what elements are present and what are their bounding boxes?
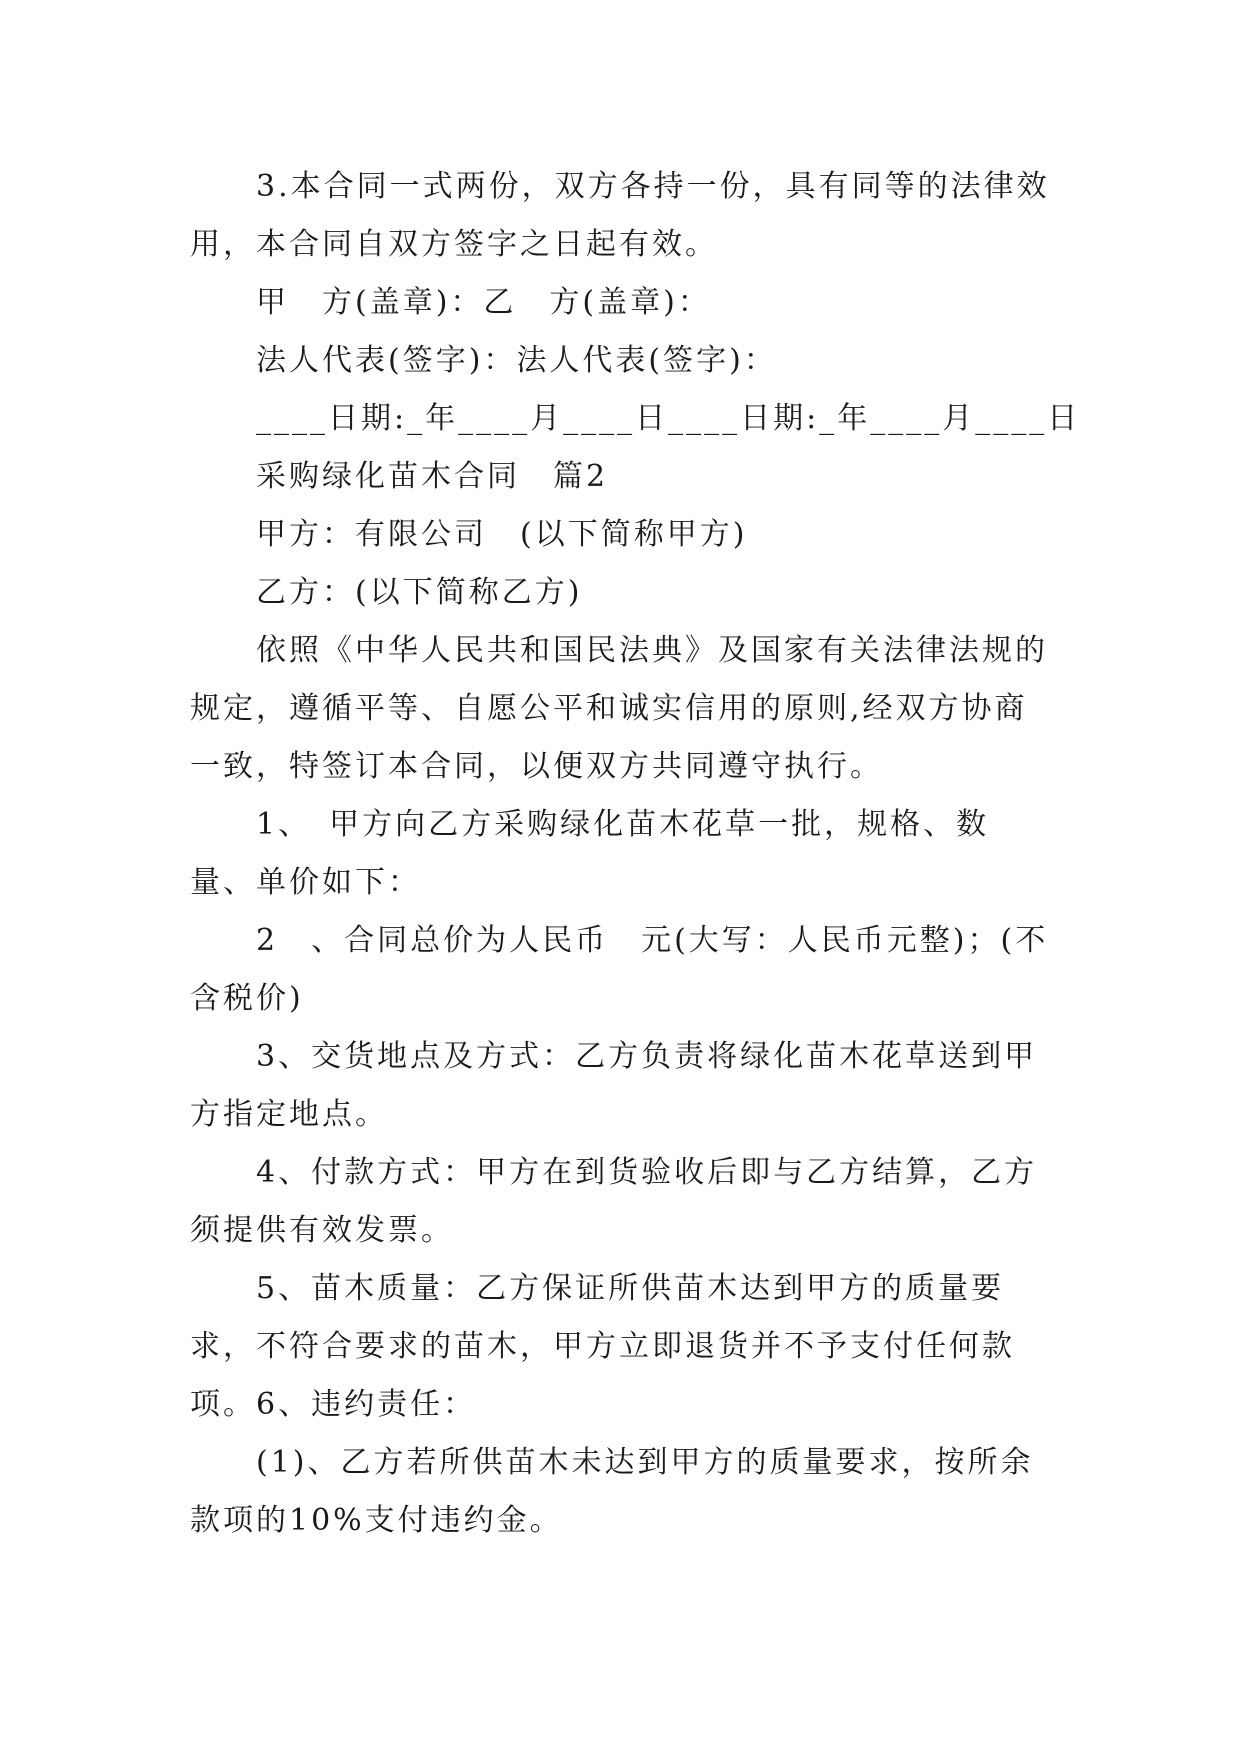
paragraph-contract-copies: 3.本合同一式两份，双方各持一份，具有同等的法律效用，本合同自双方签字之日起有效。 bbox=[190, 169, 1050, 262]
paragraph-party-seals: 甲 方(盖章)：乙 方(盖章)： bbox=[256, 285, 711, 320]
paragraph-party-a: 甲方：有限公司 (以下简称甲方) bbox=[256, 517, 748, 552]
paragraph-signing-dates: ____日期:_年____月____日____日期:_年____月____日 bbox=[256, 401, 1081, 436]
section-heading: 采购绿化苗木合同 篇2 bbox=[256, 459, 609, 494]
paragraph-party-b: 乙方：(以下简称乙方) bbox=[256, 575, 583, 610]
paragraph-clause-2: 2 、合同总价为人民币 元(大写：人民币元整)；(不含税价) bbox=[190, 923, 1049, 1016]
paragraph-clause-6: 6、违约责任： bbox=[256, 1387, 477, 1422]
paragraph-clause-3: 3、交货地点及方式：乙方负责将绿化苗木花草送到甲方指定地点。 bbox=[190, 1039, 1038, 1132]
paragraph-clause-1: 1、 甲方向乙方采购绿化苗木花草一批，规格、数量、单价如下： bbox=[190, 807, 990, 900]
paragraph-clause-4: 4、付款方式：甲方在到货验收后即与乙方结算，乙方须提供有效发票。 bbox=[190, 1155, 1038, 1248]
paragraph-legal-representatives: 法人代表(签字)：法人代表(签字)： bbox=[256, 343, 777, 378]
paragraph-clause-5: 5、苗木质量：乙方保证所供苗木达到甲方的质量要求，不符合要求的苗木，甲方立即退货并不予支付任何款项。 bbox=[190, 1271, 1015, 1422]
paragraph-clause-6-1: (1)、乙方若所供苗木未达到甲方的质量要求，按所余款项的10%支付违约金。 bbox=[190, 1445, 1034, 1538]
paragraph-preamble: 依照《中华人民共和国民法典》及国家有关法律法规的规定，遵循平等、自愿公平和诚实信用的原则,经双方协商一致，特签订本合同，以便双方共同遵守执行。 bbox=[190, 633, 1048, 784]
